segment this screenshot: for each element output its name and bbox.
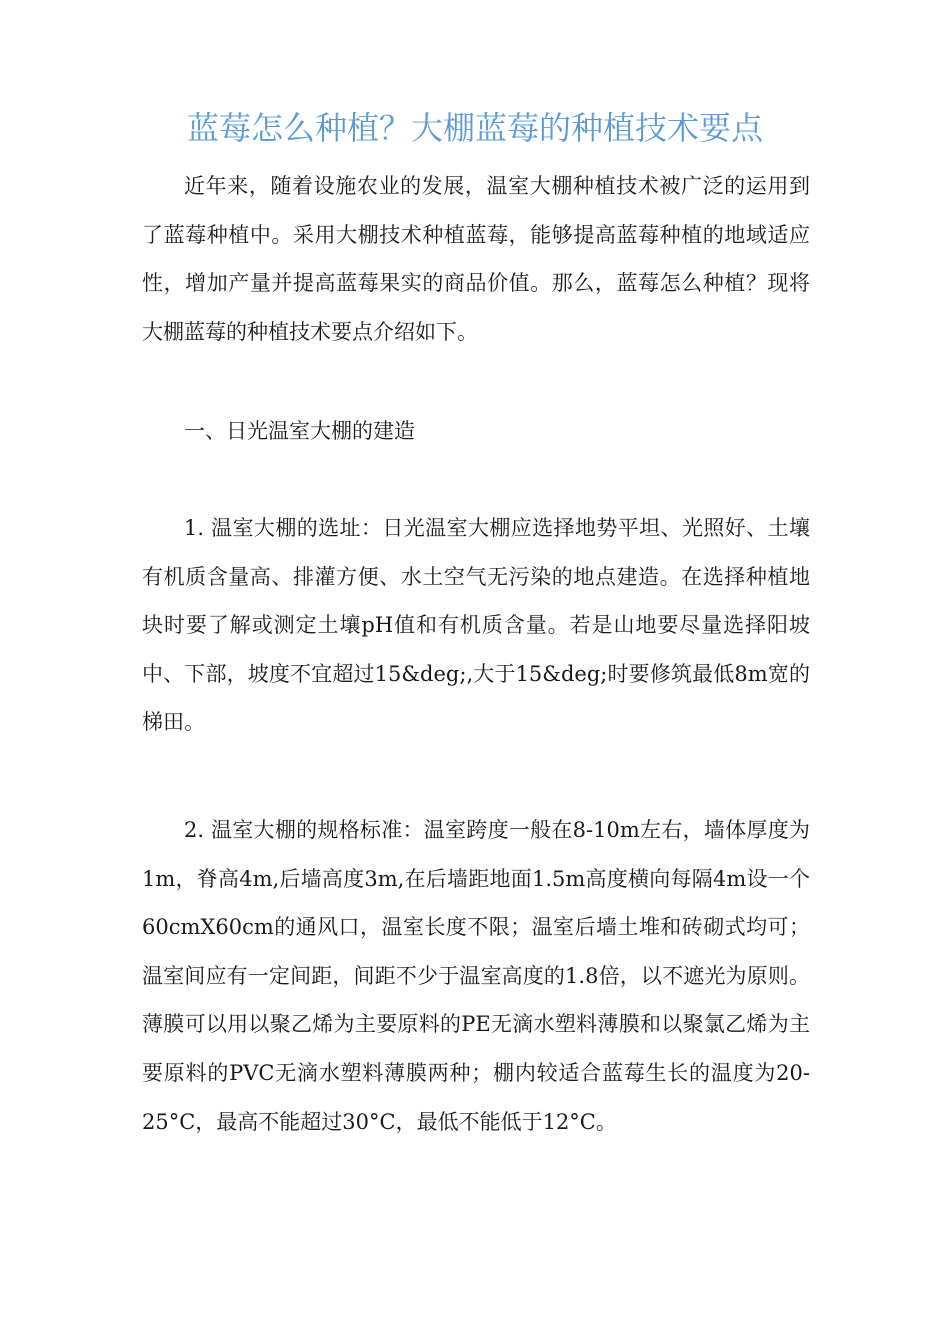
intro-paragraph: 近年来，随着设施农业的发展，温室大棚种植技术被广泛的运用到了蓝莓种植中。采用大棚技术种植蓝莓，能够提高蓝莓种植的地域适应性，增加产量并提高蓝莓果实的商品价值。那么，蓝莓怎么种植？现将大棚蓝莓的种植技术要点介绍如下。: [142, 174, 810, 344]
site-selection-paragraph: 1. 温室大棚的选址：日光温室大棚应选择地势平坦、光照好、土壤有机质含量高、排灌方便、水土空气无污染的地点建造。在选择种植地块时要了解或测定土壤pH值和有机质含量。若是山地要尽量选择阳坡中、下部，坡度不宜超过15&deg;,大于15&deg;时要修筑最低8m宽的梯田。: [142, 516, 810, 735]
specifications-paragraph: 2. 温室大棚的规格标准：温室跨度一般在8-10m左右，墙体厚度为1m，脊高4m,后墙高度3m,在后墙距地面1.5m高度横向每隔4m设一个60cmX60cm的通风口，温室长度不限；温室后墙土堆和砖砌式均可；温室间应有一定间距，间距不少于温室高度的1.8倍，以不遮光为原则。薄膜可以用以聚乙烯为主要原料的PE无滴水塑料薄膜和以聚氯乙烯为主要原料的PVC无滴水塑料薄膜两种；棚内较适合蓝莓生长的温度为20-25°C，最高不能超过30°C，最低不能低于12°C。: [142, 818, 810, 1134]
section-heading: 一、日光温室大棚的建造: [184, 419, 415, 443]
document-title: 蓝莓怎么种植？大棚蓝莓的种植技术要点: [186, 109, 763, 147]
